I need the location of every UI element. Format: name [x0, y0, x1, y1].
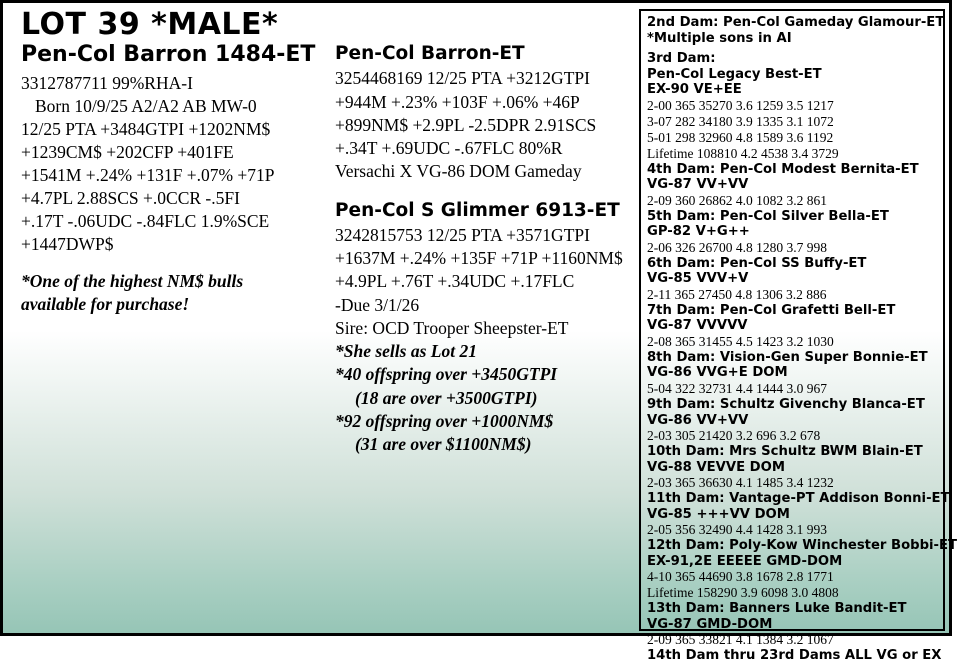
- dam-note-line: *40 offspring over +3450GTPI: [335, 364, 558, 385]
- sire-data-line: +.34T +.69UDC -.67FLC 80%R: [335, 138, 563, 159]
- pedigree-record-line: 2-09 365 33821 4.1 1384 3.2 1067: [647, 632, 834, 648]
- highlight-note-line: available for purchase!: [21, 294, 190, 315]
- dam-note-line: *She sells as Lot 21: [335, 341, 477, 362]
- pedigree-record-line: 2-09 360 26862 4.0 1082 3.2 861: [647, 192, 827, 208]
- lot-data-line: +.17T -.06UDC -.84FLC 1.9%SCE: [21, 211, 270, 232]
- lot-data-line: +4.7PL 2.88SCS +.0CCR -.5FI: [21, 188, 240, 209]
- pedigree-entry: [647, 397, 938, 444]
- pedigree-bold-line: 13th Dam: Banners Luke Bandit-ET: [647, 601, 907, 617]
- pedigree-record-line: Lifetime 158290 3.9 6098 3.0 4808: [647, 585, 839, 601]
- highlight-note-line: *One of the highest NM$ bulls: [21, 271, 244, 292]
- sire-data-line: 3254468169 12/25 PTA +3212GTPI: [335, 68, 590, 89]
- sire-data-line: +944M +.23% +103F +.06% +46P: [335, 91, 580, 112]
- pedigree-bold-line: 9th Dam: Schultz Givenchy Blanca-ET: [647, 396, 925, 412]
- pedigree-bold-line: 2nd Dam: Pen-Col Gameday Glamour-ET: [647, 15, 945, 30]
- pedigree-record-line: 5-04 322 32731 4.4 1444 3.0 967: [647, 381, 827, 397]
- dam-data-line: Sire: OCD Trooper Sheepster-ET: [335, 317, 569, 338]
- pedigree-bold-line: VG-87 GMD-DOM: [647, 616, 773, 632]
- pedigree-bold-line: 3rd Dam:: [647, 51, 716, 67]
- pedigree-bold-line: 6th Dam: Pen-Col SS Buffy-ET: [647, 255, 867, 271]
- pedigree-bold-line: 5th Dam: Pen-Col Silver Bella-ET: [647, 208, 889, 224]
- pedigree-entry: [647, 15, 945, 51]
- pedigree-entry: [647, 491, 950, 538]
- pedigree-record-line: 3-07 282 34180 3.9 1335 3.1 1072: [647, 113, 834, 129]
- pedigree-bold-line: EX-91,2E EEEEE GMD-DOM: [647, 553, 843, 569]
- parents-column: [335, 43, 635, 457]
- pedigree-bold-line: VG-85 VVV+V: [647, 271, 749, 287]
- pedigree-bold-line: Pen-Col Legacy Best-ET: [647, 66, 822, 82]
- pedigree-record-line: 2-06 326 26700 4.8 1280 3.7 998: [647, 239, 827, 255]
- pedigree-bold-line: VG-86 VVG+E DOM: [647, 365, 788, 381]
- pedigree-record-line: 5-01 298 32960 4.8 1589 3.6 1192: [647, 129, 834, 145]
- pedigree-bold-line: VG-86 VV+VV: [647, 412, 749, 428]
- pedigree-entry: [647, 444, 938, 491]
- dam-note-line: *92 offspring over +1000NM$: [335, 410, 554, 431]
- pedigree-record-line: Lifetime 108810 4.2 4538 3.4 3729: [647, 145, 839, 161]
- highlight-note: [21, 270, 331, 316]
- pedigree-bold-line: VG-87 VV+VV: [647, 177, 749, 193]
- lot-data-line: +1541M +.24% +131F +.07% +71P: [21, 165, 275, 186]
- pedigree-bold-line: EX-90 VE+EE: [647, 82, 742, 98]
- pedigree-record-line: 4-10 365 44690 3.8 1678 2.8 1771: [647, 569, 834, 585]
- sire-data-line: Versachi X VG-86 DOM Gameday: [335, 161, 582, 182]
- dam-note-line: (18 are over +3500GTPI): [355, 387, 538, 408]
- dam-data-line: +4.9PL +.76T +.34UDC +.17FLC: [335, 271, 575, 292]
- lot-data-line: 12/25 PTA +3484GTPI +1202NM$: [21, 118, 271, 139]
- pedigree-record-line: 2-03 365 36630 4.1 1485 3.4 1232: [647, 475, 834, 491]
- lot-data-line: +1239CM$ +202CFP +401FE: [21, 141, 234, 162]
- dam-data-line: -Due 3/1/26: [335, 294, 420, 315]
- sire-data-line: +899NM$ +2.9PL -2.5DPR 2.91SCS: [335, 114, 597, 135]
- lot-summary-column: [21, 9, 331, 316]
- pedigree-bold-line: VG-88 VEVVE DOM: [647, 459, 785, 475]
- sire-heading: Pen-Col Barron-ET: [335, 43, 525, 64]
- lot-data-line: Born 10/9/25 A2/A2 AB MW-0: [35, 95, 257, 116]
- page-title: LOT 39 *MALE*: [21, 7, 279, 42]
- pedigree-entry: [647, 303, 938, 350]
- pedigree-bold-line: 12th Dam: Poly-Kow Winchester Bobbi-ET: [647, 538, 957, 554]
- pedigree-entry: [647, 51, 938, 161]
- pedigree-entry: [647, 209, 938, 256]
- pedigree-bold-line: 10th Dam: Mrs Schultz BWM Blain-ET: [647, 444, 923, 460]
- pedigree-bold-line: 14th Dam thru 23rd Dams ALL VG or EX: [647, 648, 942, 664]
- pedigree-entry: [647, 601, 938, 648]
- pedigree-record-line: 2-05 356 32490 4.4 1428 3.1 993: [647, 522, 827, 538]
- section-divider: [335, 184, 635, 200]
- pedigree-bold-line: VG-87 VVVVV: [647, 318, 748, 334]
- dam-heading: Pen-Col S Glimmer 6913-ET: [335, 199, 620, 221]
- pedigree-bold-line: 4th Dam: Pen-Col Modest Bernita-ET: [647, 161, 919, 177]
- dam-note-line: (31 are over $1100NM$): [355, 434, 532, 455]
- pedigree-record-line: 2-08 365 31455 4.5 1423 3.2 1030: [647, 333, 834, 349]
- pedigree-entry: [647, 162, 938, 209]
- pedigree-entry: [647, 648, 942, 664]
- pedigree-record-line: 2-00 365 35270 3.6 1259 3.5 1217: [647, 97, 834, 113]
- pedigree-box: [639, 9, 957, 664]
- pedigree-bold-line: 8th Dam: Vision-Gen Super Bonnie-ET: [647, 349, 928, 365]
- animal-name: Pen-Col Barron 1484-ET: [21, 41, 316, 67]
- lot-data-line: 3312787711 99%RHA-I: [21, 72, 193, 93]
- pedigree-bold-line: *Multiple sons in AI: [647, 30, 792, 46]
- lot-data-line: +1447DWP$: [21, 234, 114, 255]
- pedigree-entry: [647, 256, 938, 303]
- pedigree-bold-line: VG-85 +++VV DOM: [647, 506, 790, 522]
- pedigree-bold-line: 11th Dam: Vantage-PT Addison Bonni-ET: [647, 491, 950, 507]
- pedigree-entry: [647, 350, 938, 397]
- pedigree-record-line: 2-11 365 27450 4.8 1306 3.2 886: [647, 286, 827, 302]
- pedigree-record-line: 2-03 305 21420 3.2 696 3.2 678: [647, 428, 821, 444]
- pedigree-bold-line: GP-82 V+G++: [647, 224, 750, 240]
- pedigree-bold-line: 7th Dam: Pen-Col Grafetti Bell-ET: [647, 302, 896, 318]
- dam-data-line: 3242815753 12/25 PTA +3571GTPI: [335, 224, 590, 245]
- pedigree-entry: [647, 538, 957, 601]
- dam-data-line: +1637M +.24% +135F +71P +1160NM$: [335, 248, 623, 269]
